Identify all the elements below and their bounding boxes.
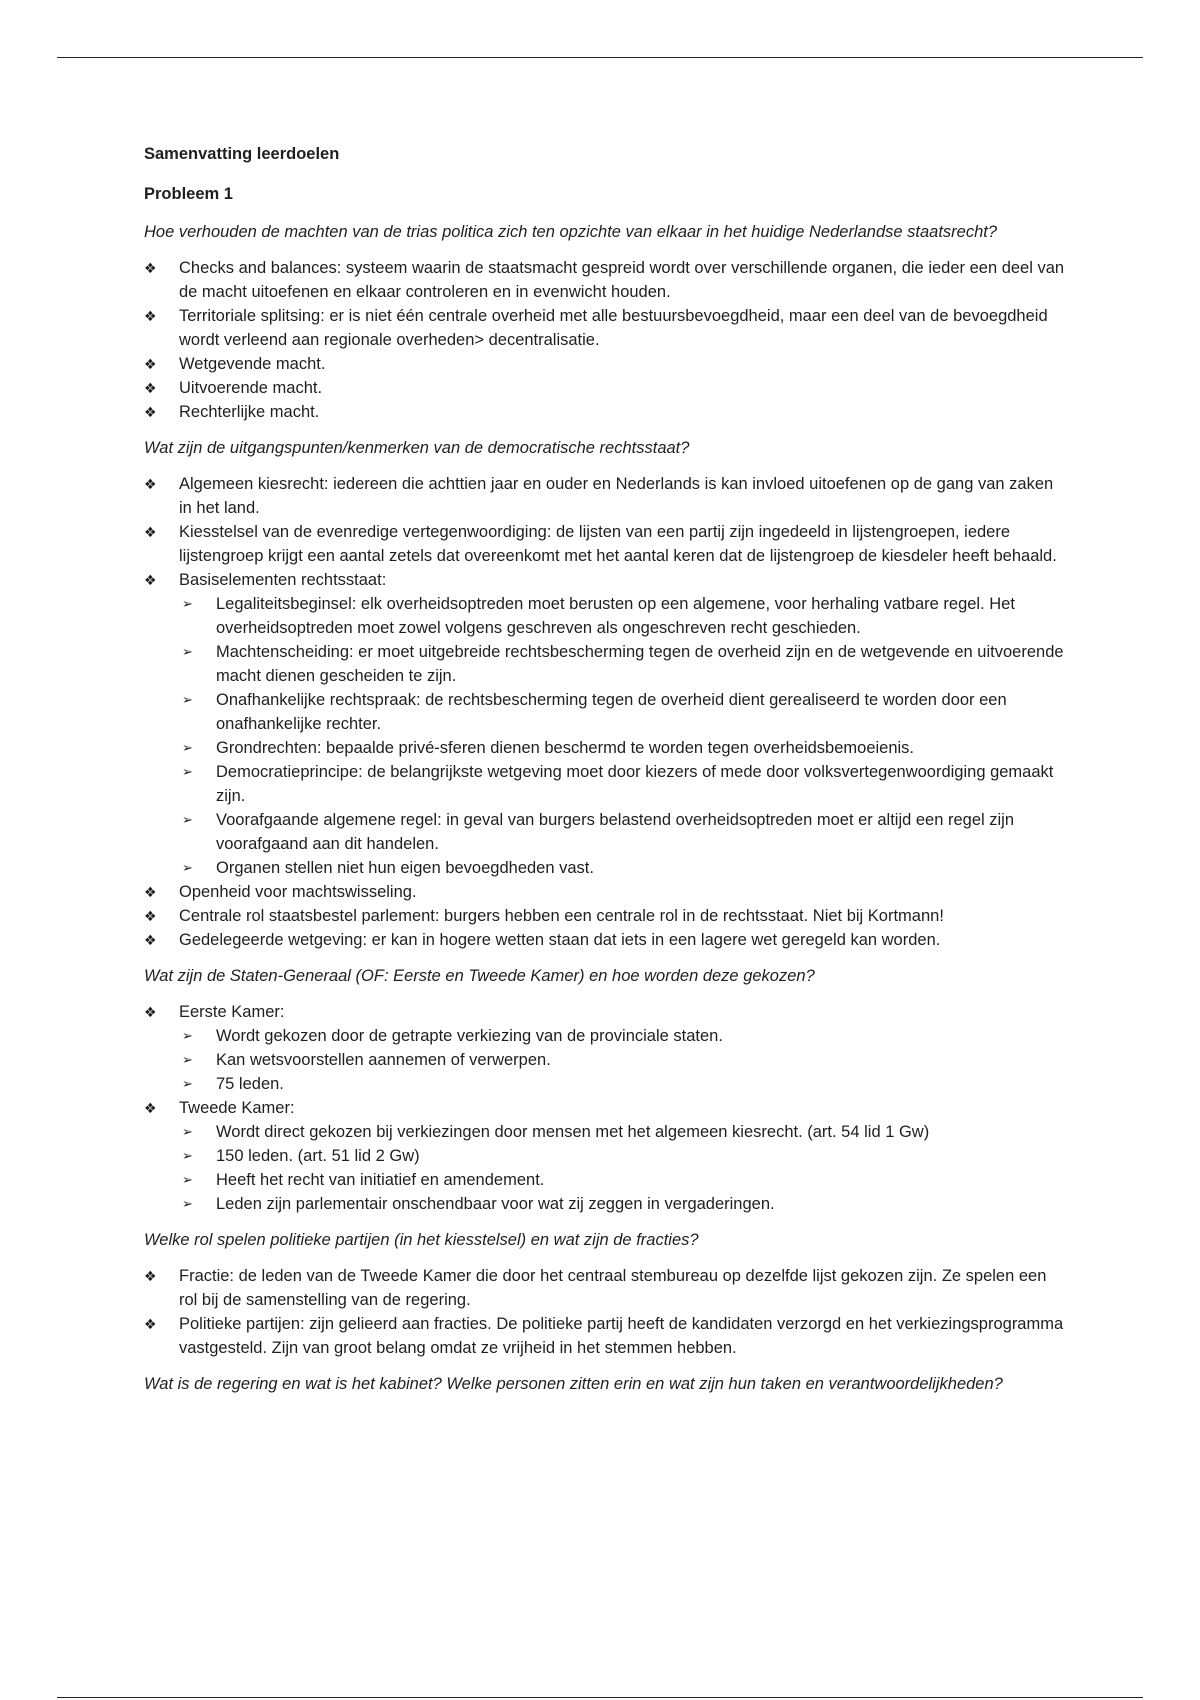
diamond-bullet-icon: ❖ — [144, 1100, 157, 1116]
arrow-bullet-icon: ➢ — [182, 764, 193, 779]
diamond-bullet-icon: ❖ — [144, 308, 157, 324]
arrow-bullet-icon: ➢ — [182, 1124, 193, 1139]
arrow-bullet-icon: ➢ — [182, 596, 193, 611]
diamond-bullet-icon: ❖ — [144, 356, 157, 372]
list-item: ❖ Rechterlijke macht. — [144, 400, 1069, 424]
question-trias-politica: Hoe verhouden de machten van de trias politica zich ten opzichte van elkaar in het huidige Nederlandse staatsrecht? — [144, 223, 998, 241]
sub-list-item: ➢ Democratieprincipe: de belangrijkste wetgeving moet door kiezers of mede door volksvertegenwoordiging gemaakt zijn. — [144, 760, 1069, 808]
diamond-bullet-icon: ❖ — [144, 572, 157, 588]
answer-list-rechtsstaat — [144, 472, 1069, 952]
arrow-bullet-icon: ➢ — [182, 1148, 193, 1163]
question-politieke-partijen: Welke rol spelen politieke partijen (in het kiesstelsel) en wat zijn de fracties? — [144, 1231, 699, 1249]
question-democratische-rechtsstaat: Wat zijn de uitgangspunten/kenmerken van de democratische rechtsstaat? — [144, 439, 690, 457]
list-item: ❖ Uitvoerende macht. — [144, 376, 1069, 400]
arrow-bullet-icon: ➢ — [182, 692, 193, 707]
sub-list-item: ➢ Leden zijn parlementair onschendbaar voor wat zij zeggen in vergaderingen. — [144, 1192, 1069, 1216]
sub-list-item: ➢ Onafhankelijke rechtspraak: de rechtsbescherming tegen de overheid dient gerealiseerd te worden door een onafhankelijke rechter. — [144, 688, 1069, 736]
answer-list-politieke-partijen — [144, 1264, 1069, 1360]
diamond-bullet-icon: ❖ — [144, 1316, 157, 1332]
diamond-bullet-icon: ❖ — [144, 476, 157, 492]
list-item: ❖ Gedelegeerde wetgeving: er kan in hogere wetten staan dat iets in een lagere wet geregeld kan worden. — [144, 928, 1069, 952]
list-item: ❖ Politieke partijen: zijn gelieerd aan fracties. De politieke partij heeft de kandidaten verzorgd en het verkiezingsprogramma vastgesteld. Zijn van groot belang omdat ze vrijheid in het stemmen hebben. — [144, 1312, 1069, 1360]
diamond-bullet-icon: ❖ — [144, 404, 157, 420]
sub-list-item: ➢ 150 leden. (art. 51 lid 2 Gw) — [144, 1144, 1069, 1168]
arrow-bullet-icon: ➢ — [182, 1076, 193, 1091]
sub-list-item: ➢ Machtenscheiding: er moet uitgebreide rechtsbescherming tegen de overheid zijn en de wetgevende en uitvoerende macht dienen gescheiden te zijn. — [144, 640, 1069, 688]
sub-list-item: ➢ 75 leden. — [144, 1072, 1069, 1096]
arrow-bullet-icon: ➢ — [182, 644, 193, 659]
list-item: ❖ Territoriale splitsing: er is niet één centrale overheid met alle bestuursbevoegdheid, maar een deel van de bevoegdheid wordt verleend aan regionale overheden> decentralisatie. — [144, 304, 1069, 352]
list-item-tweede-kamer: ❖ Tweede Kamer: ➢ Wordt direct gekozen bij verkiezingen door mensen met het algemeen kiesrecht. (art. 54 lid 1 Gw) ➢ 150 leden. (art. 51 lid 2 Gw) ➢ Heeft het recht van initiatief en amendement. ➢ Leden zijn parlementair onschendbaar voor wat zij zeggen in vergaderingen. — [144, 1096, 1069, 1216]
document-body — [144, 142, 1069, 1408]
list-item: ❖ Wetgevende macht. — [144, 352, 1069, 376]
document-title: Samenvatting leerdoelen — [144, 145, 340, 163]
diamond-bullet-icon: ❖ — [144, 1004, 157, 1020]
list-item: ❖ Checks and balances: systeem waarin de staatsmacht gespreid wordt over verschillende organen, die ieder een deel van de macht uitoefenen en elkaar controleren en in evenwicht houden. — [144, 256, 1069, 304]
question-regering-kabinet: Wat is de regering en wat is het kabinet? Welke personen zitten erin en wat zijn hun taken en verantwoordelijkheden? — [144, 1375, 1003, 1393]
arrow-bullet-icon: ➢ — [182, 1028, 193, 1043]
list-item: ❖ Fractie: de leden van de Tweede Kamer die door het centraal stembureau op dezelfde lijst gekozen zijn. Ze spelen een rol bij de samenstelling van de regering. — [144, 1264, 1069, 1312]
list-item: ❖ Algemeen kiesrecht: iedereen die achttien jaar en ouder en Nederlands is kan invloed uitoefenen op de gang van zaken in het land. — [144, 472, 1069, 520]
arrow-bullet-icon: ➢ — [182, 740, 193, 755]
sub-list-item: ➢ Legaliteitsbeginsel: elk overheidsoptreden moet berusten op een algemene, voor herhaling vatbare regel. Het overheidsoptreden moet zowel volgens geschreven als ongeschreven recht geschieden. — [144, 592, 1069, 640]
answer-list-trias-politica — [144, 256, 1069, 424]
sub-list-eerste-kamer — [179, 1024, 1069, 1096]
sub-list-tweede-kamer — [179, 1120, 1069, 1216]
sub-list-item: ➢ Wordt direct gekozen bij verkiezingen door mensen met het algemeen kiesrecht. (art. 54 lid 1 Gw) — [144, 1120, 1069, 1144]
list-item: ❖ Openheid voor machtswisseling. — [144, 880, 1069, 904]
sub-list-item: ➢ Wordt gekozen door de getrapte verkiezing van de provinciale staten. — [144, 1024, 1069, 1048]
arrow-bullet-icon: ➢ — [182, 1172, 193, 1187]
problem-heading: Probleem 1 — [144, 185, 233, 203]
header-rule — [57, 57, 1143, 58]
diamond-bullet-icon: ❖ — [144, 260, 157, 276]
diamond-bullet-icon: ❖ — [144, 932, 157, 948]
arrow-bullet-icon: ➢ — [182, 860, 193, 875]
list-item: ❖ Kiesstelsel van de evenredige vertegenwoordiging: de lijsten van een partij zijn ingedeeld in lijstengroepen, iedere lijstengroep krijgt een aantal zetels dat overeenkomt met het aantal keren dat de lijstengroep de kiesdeler heeft behaald. — [144, 520, 1069, 568]
answer-list-staten-generaal — [144, 1000, 1069, 1216]
diamond-bullet-icon: ❖ — [144, 380, 157, 396]
sub-list-basiselementen — [179, 592, 1069, 880]
diamond-bullet-icon: ❖ — [144, 908, 157, 924]
sub-list-item: ➢ Voorafgaande algemene regel: in geval van burgers belastend overheidsoptreden moet er altijd een regel zijn voorafgaand aan dit handelen. — [144, 808, 1069, 856]
arrow-bullet-icon: ➢ — [182, 1052, 193, 1067]
sub-list-item: ➢ Grondrechten: bepaalde privé-sferen dienen beschermd te worden tegen overheidsbemoeienis. — [144, 736, 1069, 760]
sub-list-item: ➢ Heeft het recht van initiatief en amendement. — [144, 1168, 1069, 1192]
list-item-eerste-kamer: ❖ Eerste Kamer: ➢ Wordt gekozen door de getrapte verkiezing van de provinciale staten. ➢ Kan wetsvoorstellen aannemen of verwerpen. ➢ 75 leden. — [144, 1000, 1069, 1096]
sub-list-item: ➢ Kan wetsvoorstellen aannemen of verwerpen. — [144, 1048, 1069, 1072]
list-item: ❖ Basiselementen rechtsstaat: ➢ Legaliteitsbeginsel: elk overheidsoptreden moet berusten op een algemene, voor herhaling vatbare regel. Het overheidsoptreden moet zowel volgens geschreven als ongeschreven recht geschieden. ➢ Machtenscheiding: er moet uitgebreide rechtsbescherming tegen de overheid zijn en de wetgevende en uitvoerende macht dienen gescheiden te zijn. ➢ Onafhankelijke rechtspraak: de rechtsbescherming tegen de overheid dient gerealiseerd te worden door een onafhankelijke rechter. ➢ Grondrechten: bepaalde privé-sferen dienen beschermd te worden tegen overheidsbemoeienis. ➢ Democratieprincipe: de belangrijkste wetgeving moet door kiezers of mede door volksvertegenwoordiging gemaakt zijn. ➢ Voorafgaande algemene regel: in geval van burgers belastend overheidsoptreden moet er altijd een regel zijn voorafgaand aan dit handelen. ➢ Organen stellen niet hun eigen bevoegdheden vast. — [144, 568, 1069, 880]
question-staten-generaal: Wat zijn de Staten-Generaal (OF: Eerste en Tweede Kamer) en hoe worden deze gekozen? — [144, 967, 815, 985]
footer-rule — [57, 1697, 1143, 1698]
arrow-bullet-icon: ➢ — [182, 812, 193, 827]
diamond-bullet-icon: ❖ — [144, 1268, 157, 1284]
diamond-bullet-icon: ❖ — [144, 884, 157, 900]
diamond-bullet-icon: ❖ — [144, 524, 157, 540]
sub-list-item: ➢ Organen stellen niet hun eigen bevoegdheden vast. — [144, 856, 1069, 880]
arrow-bullet-icon: ➢ — [182, 1196, 193, 1211]
list-item: ❖ Centrale rol staatsbestel parlement: burgers hebben een centrale rol in de rechtsstaat. Niet bij Kortmann! — [144, 904, 1069, 928]
